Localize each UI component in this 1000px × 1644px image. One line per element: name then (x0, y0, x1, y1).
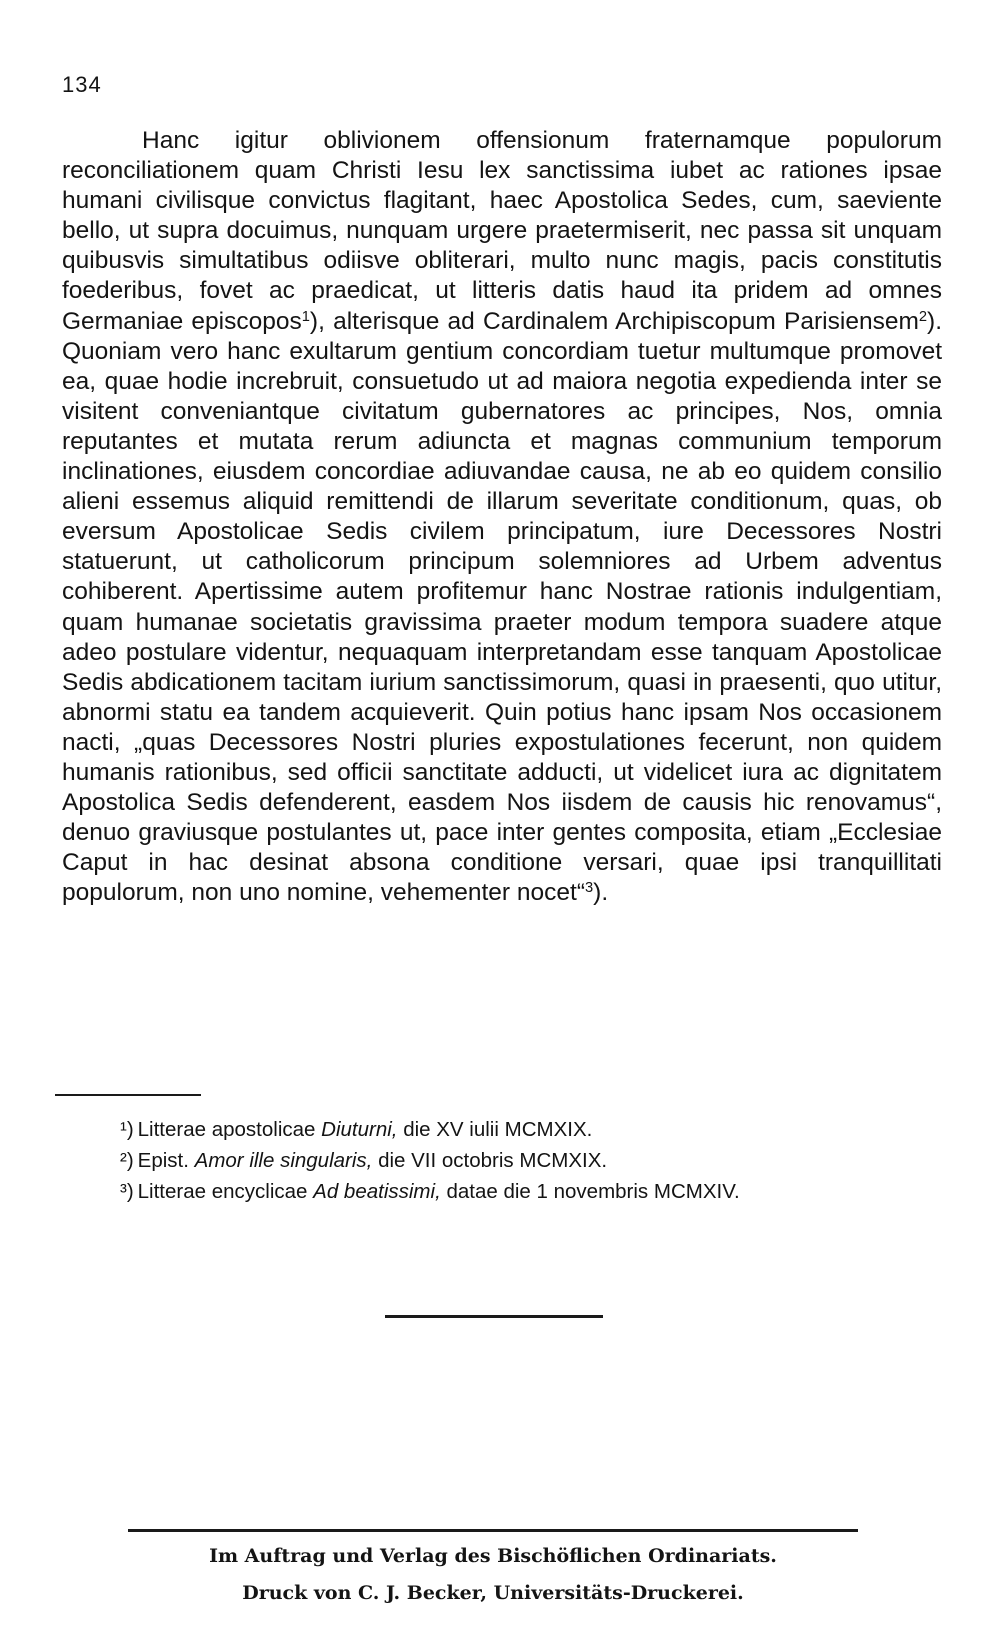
footnote-title: Diuturni, (321, 1118, 398, 1141)
page-number: 134 (62, 72, 102, 97)
footnote-suffix: die VII octobris MCMXIX. (378, 1149, 608, 1172)
footnote-ref-3: 3 (585, 880, 594, 897)
footnote-ref-2: 2 (918, 308, 928, 325)
body-text-end: ). (593, 879, 609, 907)
footnote-3 (120, 1176, 960, 1207)
footnote-prefix: Epist. (137, 1149, 189, 1172)
footnote-ref-1: 1 (301, 308, 310, 325)
imprint-publisher: Im Auftrag und Verlag des Bischöflichen Ordinariats. (209, 1545, 777, 1567)
imprint (128, 1538, 858, 1612)
body-text-part-2: ), alterisque ad Cardinalem Archipiscopum Parisiensem (309, 307, 919, 335)
footnotes (120, 1114, 960, 1207)
footnote-1 (120, 1114, 960, 1145)
footnote-separator (55, 1094, 201, 1096)
footnote-marker: ³) (120, 1180, 134, 1203)
imprint-printer: Druck von C. J. Becker, Universitäts-Druckerei. (242, 1582, 744, 1604)
footnote-suffix: datae die 1 novembris MCMXIV. (446, 1180, 740, 1203)
body-text-part-1: Hanc igitur oblivionem offensionum fraternamque populorum reconciliationem quam Christi Iesu lex sanctissima iubet ac rationes ipsae humani civilisque convictus flagitant, haec Apostolica Sedes, cum, saeviente bello, ut supra docuimus, nunquam urgere praetermiserit, nec passa sit unquam quibusvis simultatibus odiisve obliterari, multo nunc magis, pacis constitutis foederibus, fovet ac praedicat, ut litteris datis haud ita pridem ad omnes Germaniae episcopos (62, 127, 942, 335)
imprint-separator (128, 1529, 858, 1532)
footnote-title: Ad beatissimi, (313, 1180, 441, 1203)
body-paragraph (62, 126, 942, 908)
footnote-marker: ¹) (120, 1118, 134, 1141)
footnote-title: Amor ille singularis, (194, 1149, 373, 1172)
end-of-text-rule (385, 1315, 603, 1318)
body-text-part-3: ). Quoniam vero hanc exultarum gentium concordiam tuetur multumque promovet ea, quae hodie increbruit, consuetudo ut ad maiora negotia expedienda inter se visitent conveniantque civitatum gubernatores ac principes, Nos, omnia reputantes et mutata rerum adiuncta et magnas communium temporum inclinationes, eiusdem concordiae adiuvandae causa, ne ab eo quidem consilio alieni essemus aliquid remittendi de illarum severitate conditionum, quas, ob eversum Apostolicae Sedis civilem principatum, iure Decessores Nostri statuerunt, ut catholicorum principum solemniores ad Urbem adventus cohiberent. Apertissime autem profitemur hanc Nostrae rationis indulgentiam, quam humanae societatis gravissima praeter modum tempora suadere atque adeo postulare videntur, nequaquam interpretandam esse tanquam Apostolicae Sedis abdicationem tacitam iurium sanctissimorum, quasi in praesenti, quo utitur, abnormi statu ea tandem acquieverit. Quin potius hanc ipsam Nos occasionem nacti, „quas Decessores Nostri pluries expostulationes fecerunt, non quidem humanis rationibus, sed officii sanctitate adducti, ut videlicet iura ac dignitatem Apostolica Sedis defenderent, easdem Nos iisdem de causis hic renovamus“, denuo graviusque postulantes ut, pace inter gentes composita, etiam „Ecclesiae Caput in hac desinat absona conditione versari, quae ipsi tranquillitati populorum, non uno nomine, vehementer nocet“ (62, 307, 942, 907)
footnote-marker: ²) (120, 1149, 134, 1172)
footnote-prefix: Litterae apostolicae (137, 1118, 316, 1141)
footnote-2 (120, 1145, 960, 1176)
footnote-suffix: die XV iulii MCMXIX. (403, 1118, 593, 1141)
footnote-prefix: Litterae encyclicae (137, 1180, 308, 1203)
